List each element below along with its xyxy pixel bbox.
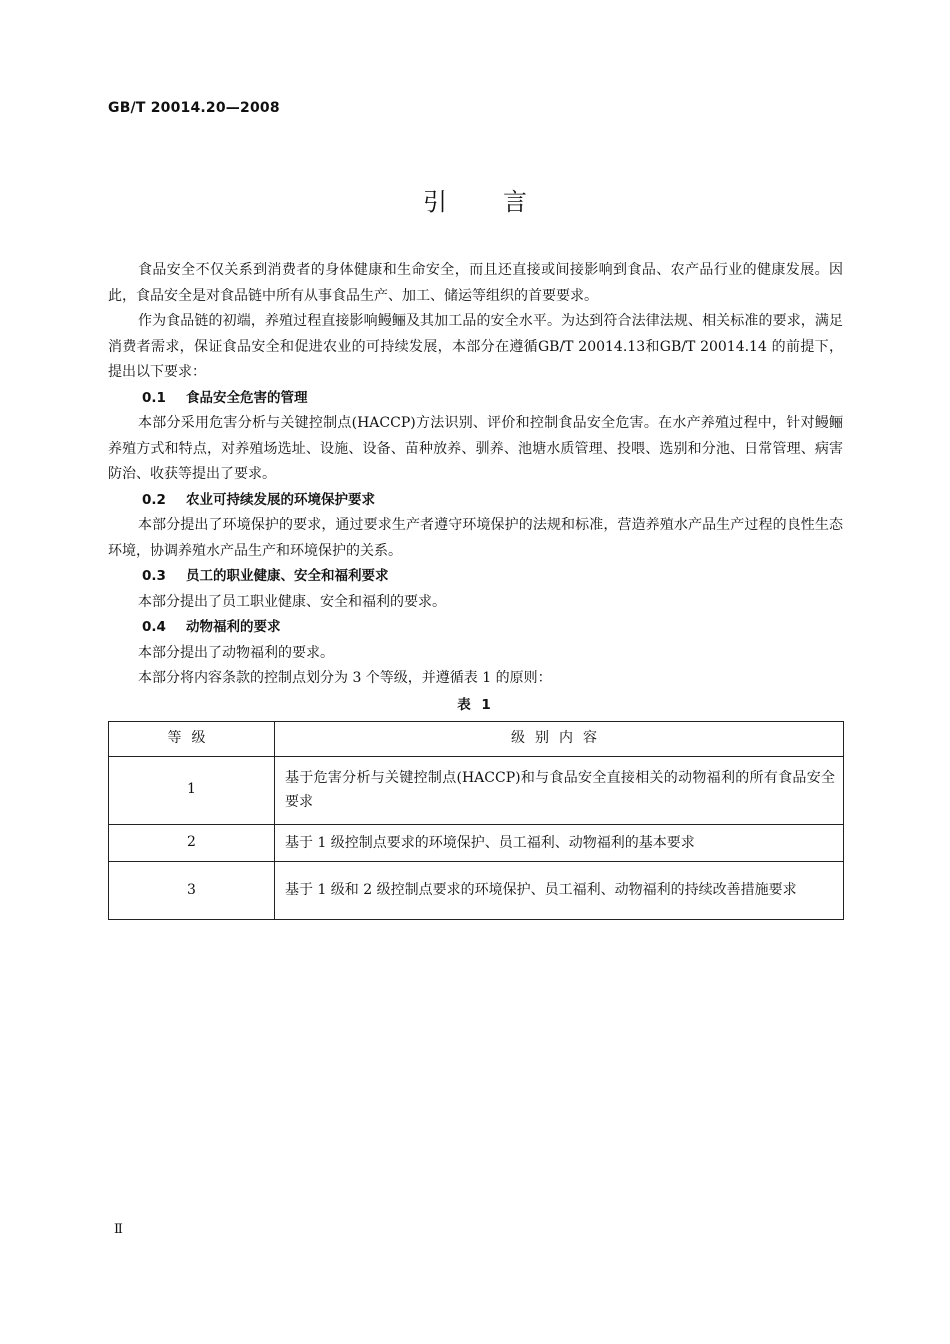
section-number: 0.1 [142, 389, 166, 406]
standard-code: GB/T 20014.20—2008 [108, 100, 280, 116]
section-title: 食品安全危害的管理 [186, 389, 308, 406]
content-cell: 基于危害分析与关键控制点(HACCP)和与食品安全直接相关的动物福利的所有食品安全要求 [275, 756, 844, 824]
paragraph-intro-1: 食品安全不仅关系到消费者的身体健康和生命安全，而且还直接或间接影响到食品、农产品行业的健康发展。因此，食品安全是对食品链中所有从事食品生产、加工、储运等组织的首要要求。 [108, 262, 843, 304]
content-cell: 基于 1 级控制点要求的环境保护、员工福利、动物福利的基本要求 [275, 824, 844, 862]
paragraph-section-0-1: 本部分采用危害分析与关键控制点(HACCP)方法识别、评价和控制食品安全危害。在水产养殖过程中，针对鳗鲡养殖方式和特点，对养殖场选址、设施、设备、苗种放养、驯养、池塘水质管理、投喂、选别和分池、日常管理、病害防治、收获等提出了要求。 [108, 415, 843, 482]
section-number: 0.3 [142, 568, 166, 584]
document-body [108, 258, 843, 920]
section-heading-0-1 [108, 386, 843, 412]
paragraph-grading-note: 本部分将内容条款的控制点划分为 3 个等级，并遵循表 1 的原则： [138, 670, 552, 686]
section-heading-0-4 [108, 615, 843, 641]
paragraph-intro-2: 作为食品链的初端，养殖过程直接影响鳗鲡及其加工品的安全水平。为达到符合法律法规、相关标准的要求，满足消费者需求，保证食品安全和促进农业的可持续发展，本部分在遵循GB/T 20014.13和GB/T 20014.14 的前提下，提出以下要求： [108, 313, 843, 380]
table-row [109, 756, 844, 824]
content-cell: 基于 1 级和 2 级控制点要求的环境保护、员工福利、动物福利的持续改善措施要求 [275, 862, 844, 920]
level-cell: 1 [109, 756, 275, 824]
page-title: 引言 [423, 188, 583, 216]
section-title: 员工的职业健康、安全和福利要求 [186, 568, 389, 584]
section-heading-0-3 [108, 564, 843, 590]
header-content: 级别内容 [275, 721, 844, 756]
section-title: 动物福利的要求 [186, 619, 281, 635]
paragraph-section-0-3: 本部分提出了员工职业健康、安全和福利的要求。 [138, 593, 446, 610]
header-level: 等级 [109, 721, 275, 756]
table-caption: 表 1 [457, 696, 494, 713]
grade-table [108, 721, 844, 921]
table-row [109, 824, 844, 862]
paragraph-section-0-4: 本部分提出了动物福利的要求。 [138, 644, 334, 661]
table-header-row [109, 721, 844, 756]
section-number: 0.2 [142, 491, 166, 508]
section-number: 0.4 [142, 619, 166, 635]
section-title: 农业可持续发展的环境保护要求 [186, 491, 375, 508]
section-heading-0-2 [108, 488, 843, 514]
level-cell: 2 [109, 824, 275, 862]
table-row [109, 862, 844, 920]
page-number: Ⅱ [114, 1222, 123, 1237]
paragraph-section-0-2: 本部分提出了环境保护的要求，通过要求生产者遵守环境保护的法规和标准，营造养殖水产品生产过程的良性生态环境，协调养殖水产品生产和环境保护的关系。 [108, 517, 843, 559]
level-cell: 3 [109, 862, 275, 920]
